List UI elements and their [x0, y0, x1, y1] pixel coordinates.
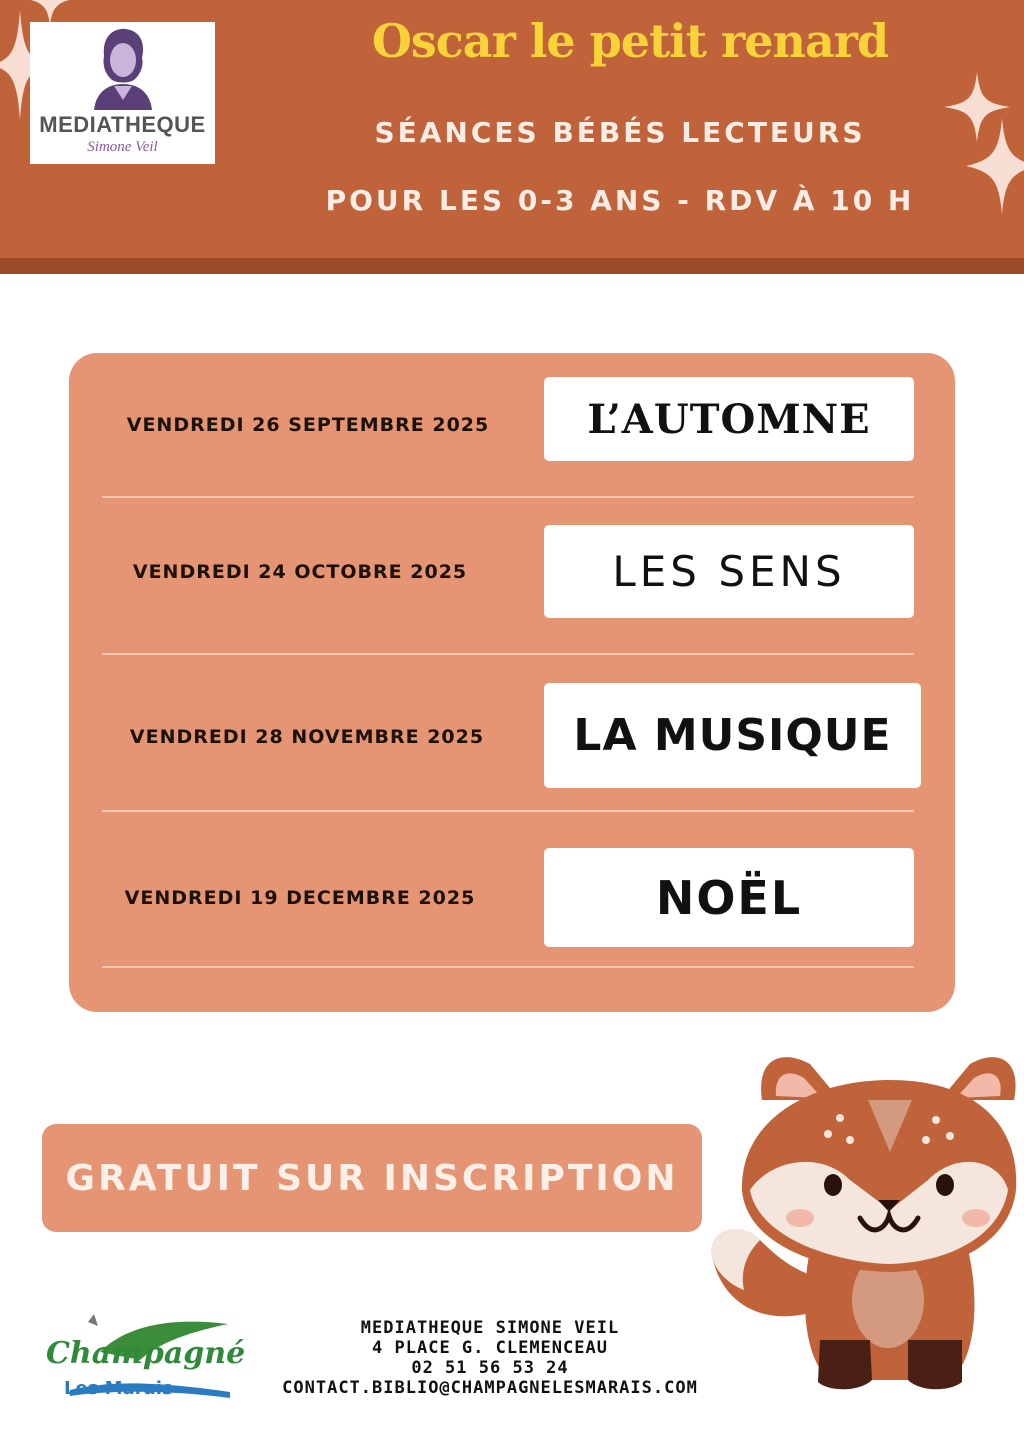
session-theme-box	[544, 683, 921, 788]
cta-label: GRATUIT SUR INSCRIPTION	[65, 1157, 679, 1199]
contact-phone: 02 51 56 53 24	[411, 1358, 569, 1378]
session-theme: LA MUSIQUE	[573, 710, 892, 761]
row-divider	[102, 810, 914, 812]
row-divider	[102, 653, 914, 655]
row-divider	[102, 496, 914, 498]
session-theme-box	[544, 525, 914, 618]
session-theme: NOËL	[655, 870, 803, 925]
session-theme-box	[544, 848, 914, 947]
contact-address: 4 PLACE G. CLEMENCEAU	[372, 1338, 608, 1358]
town-logo-name: Champagné	[46, 1336, 246, 1371]
contact-library-name: MEDIATHEQUE SIMONE VEIL	[360, 1318, 620, 1338]
subtitle-ages: POUR LES 0-3 ANS - RDV À 10 H	[325, 184, 915, 217]
town-logo-subtitle: Les Marais	[64, 1378, 173, 1399]
session-theme: LES SENS	[612, 547, 846, 596]
session-theme-box	[544, 377, 914, 461]
row-divider	[102, 966, 914, 968]
session-theme: L’AUTOMNE	[587, 395, 871, 443]
subtitle-sessions: SÉANCES BÉBÉS LECTEURS	[374, 116, 866, 149]
logo-subtitle: Simone Veil	[87, 139, 158, 155]
contact-email: CONTACT.BIBLIO@CHAMPAGNELESMARAIS.COM	[282, 1378, 698, 1398]
mediatheque-logo	[30, 22, 215, 164]
session-date: VENDREDI 24 OCTOBRE 2025	[132, 561, 468, 583]
page-title: Oscar le petit renard	[371, 14, 889, 68]
contact-block	[230, 1318, 750, 1398]
session-date: VENDREDI 19 DECEMBRE 2025	[124, 887, 476, 909]
logo-title: MEDIATHEQUE	[39, 112, 206, 137]
free-registration-banner	[42, 1124, 702, 1232]
header-shadow-band	[0, 258, 1024, 274]
session-date: VENDREDI 28 NOVEMBRE 2025	[129, 726, 485, 748]
session-date: VENDREDI 26 SEPTEMBRE 2025	[126, 414, 490, 436]
portrait-icon	[92, 26, 154, 110]
sparkle-icon	[966, 118, 1024, 214]
